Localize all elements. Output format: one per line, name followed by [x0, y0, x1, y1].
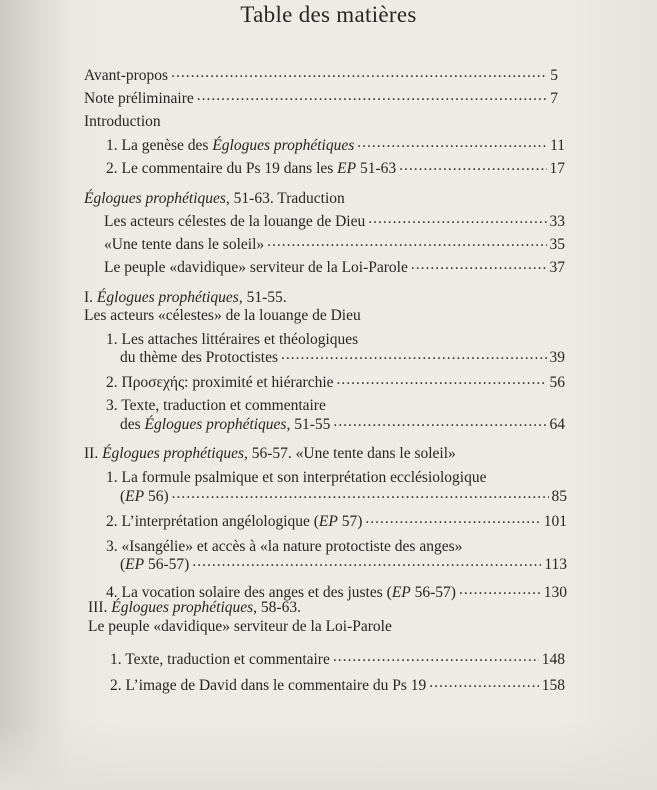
toc-entry-part1-2: 2. Προσεχής: proximité et hiérarchie ..... 56 [106, 373, 565, 392]
page-title: Table des matières [240, 2, 417, 27]
section-heading-part2: II. Églogues prophétiques, 56-57. «Une tente dans le soleil» [84, 445, 456, 462]
toc-entry-part2-2: 2. L’interprétation angélologique (EP 57) ..... 101 [106, 512, 567, 531]
toc-entry-part2-4: 4. La vocation solaire des anges et des justes (EP 56-57) ..... 130 [106, 583, 567, 602]
toc-entry-part1-1-line1: 1. Les attaches littéraires et théologiques [106, 331, 359, 348]
toc-entry-part2-1-line1: 1. La formule psalmique et son interprétation ecclésiologique [106, 469, 487, 486]
toc-entry-part2-3: (EP 56-57) ..... 113 [120, 555, 567, 574]
section-heading-part1: I. Églogues prophétiques, 51-55. [84, 289, 287, 306]
page-bottom-shadow [0, 720, 657, 790]
toc-entry-avant-propos: Avant-propos ..... 5 [84, 66, 558, 85]
toc-entry-trad-2: «Une tente dans le soleil» ..... 35 [104, 235, 565, 254]
toc-entry-trad-1: Les acteurs célestes de la louange de Dieu ..... 33 [104, 212, 565, 231]
section-subtitle-part3: Le peuple «davidique» serviteur de la Loi-Parole [88, 618, 392, 635]
toc-entry-part1-1: du thème des Protoctistes ..... 39 [120, 348, 565, 367]
book-spine-shadow [0, 0, 72, 790]
toc-entry-part2-3-line1: 3. «Isangélie» et accès à «la nature protoctiste des anges» [106, 538, 463, 555]
toc-entry-intro-2: 2. Le commentaire du Ps 19 dans les EP 51-63 ..... 17 [106, 159, 565, 178]
toc-entry-part3-2: 2. L’image de David dans le commentaire du Ps 19 ..... 158 [110, 676, 565, 695]
section-heading-traduction: Églogues prophétiques, 51-63. Traduction [84, 190, 345, 207]
section-heading-introduction: Introduction [84, 113, 161, 130]
toc-entry-part1-3: des Églogues prophétiques, 51-55 ..... 64 [120, 415, 565, 434]
toc-entry-part2-1: (EP 56) ..... 85 [120, 487, 567, 506]
toc-entry-trad-3: Le peuple «davidique» serviteur de la Loi-Parole ..... 37 [104, 258, 565, 277]
toc-entry-part1-3-line1: 3. Texte, traduction et commentaire [106, 397, 326, 414]
toc-entry-intro-1: 1. La genèse des Églogues prophétiques ..... 11 [106, 136, 565, 155]
section-heading-part3: III. Églogues prophétiques, 58-63. [88, 599, 301, 616]
toc-entry-part3-1: 1. Texte, traduction et commentaire ..... 148 [110, 650, 565, 669]
section-subtitle-part1: Les acteurs «célestes» de la louange de Dieu [84, 307, 361, 324]
toc-entry-note-preliminaire: Note préliminaire ..... 7 [84, 89, 558, 108]
